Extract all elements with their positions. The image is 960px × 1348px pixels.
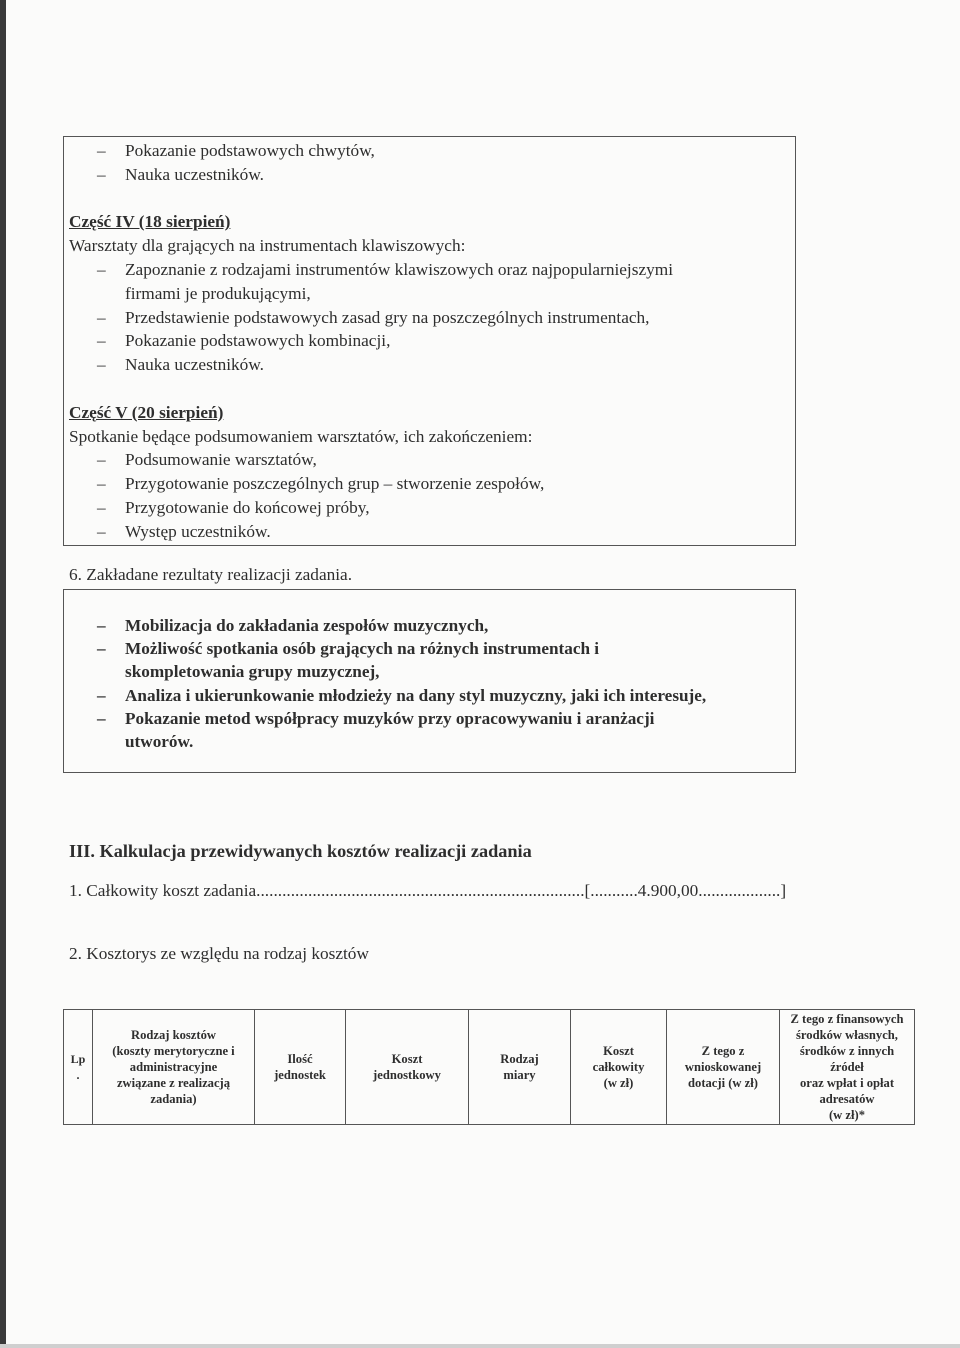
list-item: – Podsumowanie warsztatów, <box>97 450 317 470</box>
scan-edge-left <box>0 0 6 1348</box>
list-item-continuation: firmami je produkującymi, <box>125 283 311 303</box>
list-item-continuation: skompletowania grupy muzycznej, <box>125 662 380 682</box>
list-item: – Przedstawienie podstawowych zasad gry na poszczególnych instrumentach, <box>97 307 650 327</box>
part4-heading: Część IV (18 sierpień) <box>69 212 231 232</box>
list-item: – Przygotowanie poszczególnych grup – stworzenie zespołów, <box>97 474 545 494</box>
cost-table <box>63 1009 915 1125</box>
list-item: – Występ uczestników. <box>97 521 271 541</box>
list-item-text: Zapoznanie z rodzajami instrumentów klawiszowych oraz najpopularniejszymi <box>125 259 674 279</box>
list-item-text: Analiza i ukierunkowanie młodzieży na dany styl muzyczny, jaki ich interesuje, <box>125 685 707 705</box>
list-item-text: Przedstawienie podstawowych zasad gry na poszczególnych instrumentach, <box>125 307 650 327</box>
list-item-text: Przygotowanie do końcowej próby, <box>125 497 370 517</box>
list-item-text: Mobilizacja do zakładania zespołów muzycznych, <box>125 616 489 635</box>
column-header-lp: Lp . <box>64 1010 93 1125</box>
column-header-total-cost: Koszt całkowity (w zł) <box>571 1010 667 1125</box>
list-item: – Pokazanie metod współpracy muzyków przy opracowywaniu i aranżacji <box>97 708 655 728</box>
part5-intro: Spotkanie będące podsumowaniem warsztatów, ich zakończeniem: <box>69 426 533 446</box>
table-header-row <box>64 1010 915 1125</box>
total-cost-line: 1. Całkowity koszt zadania............................................................................[...........4.900,00...................] <box>69 881 787 900</box>
list-item: – Nauka uczestników. <box>97 355 265 375</box>
column-header-requested-grant: Z tego z wnioskowanej dotacji (w zł) <box>667 1010 780 1125</box>
column-header-units: Ilość jednostek <box>255 1010 346 1125</box>
scan-edge-bottom <box>0 1344 960 1348</box>
section6-label: 6. Zakładane rezultaty realizacji zadania. <box>69 565 353 584</box>
list-item: – Przygotowanie do końcowej próby, <box>97 497 370 517</box>
list-item: – Analiza i ukierunkowanie młodzieży na dany styl muzyczny, jaki ich interesuje, <box>97 685 707 705</box>
column-header-cost-type: Rodzaj kosztów (koszty merytoryczne i administracyjne związane z realizacją zadania) <box>93 1010 255 1125</box>
section3-heading: III. Kalkulacja przewidywanych kosztów realizacji zadania <box>69 841 532 861</box>
list-item-continuation: utworów. <box>125 732 194 752</box>
column-header-unit-cost: Koszt jednostkowy <box>346 1010 469 1125</box>
list-item-text: Pokazanie podstawowych chwytów, <box>125 141 375 160</box>
column-header-measure: Rodzaj miary <box>469 1010 571 1125</box>
part5-heading: Część V (20 sierpień) <box>69 402 224 422</box>
list-item: – Pokazanie podstawowych chwytów, <box>97 141 375 160</box>
list-item-text: Nauka uczestników. <box>125 355 265 375</box>
list-item: – Zapoznanie z rodzajami instrumentów klawiszowych oraz najpopularniejszymi <box>97 259 674 279</box>
list-item: – Możliwość spotkania osób grających na różnych instrumentach i <box>97 639 600 659</box>
list-item-text: Możliwość spotkania osób grających na różnych instrumentach i <box>125 639 600 659</box>
list-item-text: Występ uczestników. <box>125 521 271 541</box>
part4-intro: Warsztaty dla grających na instrumentach klawiszowych: <box>69 236 466 256</box>
column-header-own-funds: Z tego z finansowych środków własnych, środków z innych źródeł oraz wpłat i opłat adresatów (w zł)* <box>780 1010 915 1125</box>
kosztorys-label: 2. Kosztorys ze względu na rodzaj kosztów <box>69 944 369 963</box>
list-item: – Nauka uczestników. <box>97 164 265 184</box>
list-item: – Mobilizacja do zakładania zespołów muzycznych, <box>97 616 489 635</box>
results-box-content <box>69 614 791 753</box>
program-box-content <box>69 139 791 544</box>
list-item-text: Pokazanie podstawowych kombinacji, <box>125 331 391 351</box>
list-item-text: Nauka uczestników. <box>125 164 265 184</box>
list-item: – Pokazanie podstawowych kombinacji, <box>97 331 391 351</box>
list-item-text: Podsumowanie warsztatów, <box>125 450 317 470</box>
list-item-text: Przygotowanie poszczególnych grup – stworzenie zespołów, <box>125 474 545 494</box>
list-item-text: Pokazanie metod współpracy muzyków przy opracowywaniu i aranżacji <box>125 708 655 728</box>
